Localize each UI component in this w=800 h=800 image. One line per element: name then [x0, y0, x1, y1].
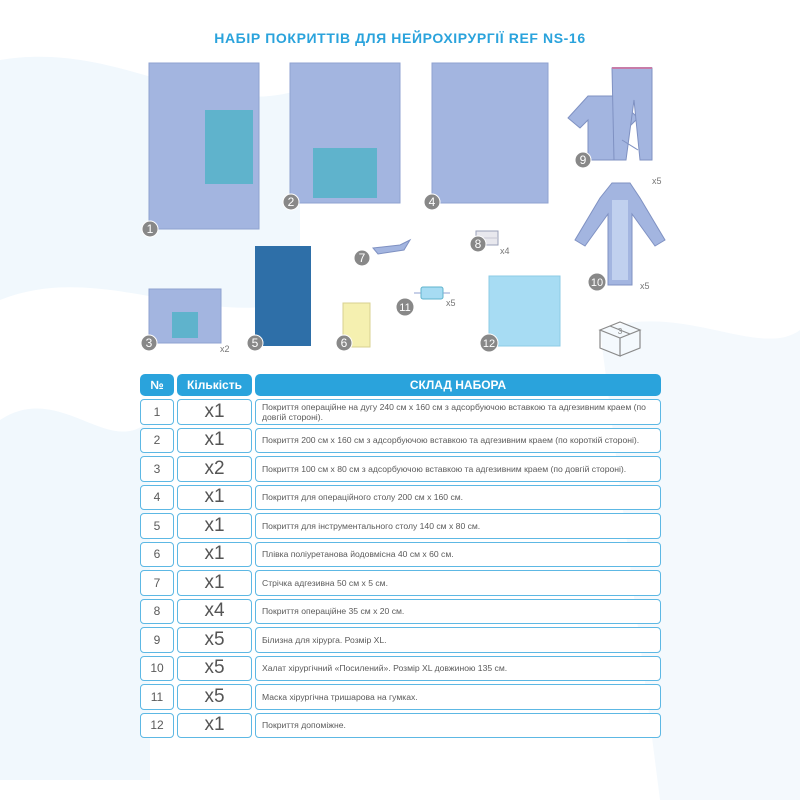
surgeon-underwear-item-9: [568, 68, 652, 160]
page-title: НАБІР ПОКРИТТІВ ДЛЯ НЕЙРОХІРУРГІЇ REF NS-16: [214, 30, 586, 46]
drape-item-2: [290, 63, 400, 203]
header-num: №: [140, 374, 174, 396]
row-number: 6: [140, 542, 174, 568]
table-row: [140, 485, 664, 511]
row-number: 7: [140, 570, 174, 596]
row-description: Покриття операційне 35 см х 20 см.: [255, 599, 661, 625]
table-row: [140, 627, 664, 653]
row-number: 5: [140, 513, 174, 539]
composition-table: [140, 374, 664, 741]
table-header: [140, 374, 664, 396]
row-quantity: x5: [177, 627, 252, 653]
row-number: 1: [140, 399, 174, 425]
adhesive-tape-item-7: [373, 240, 410, 254]
row-quantity: x2: [177, 456, 252, 482]
kit-illustration: [0, 0, 800, 370]
surgical-gown-item-10: [575, 183, 665, 285]
table-row: [140, 513, 664, 539]
row-quantity: x1: [177, 485, 252, 511]
row-number: 8: [140, 599, 174, 625]
svg-text:4: 4: [428, 195, 436, 209]
row-quantity: x5: [177, 684, 252, 710]
row-quantity: x4: [177, 599, 252, 625]
table-row: [140, 599, 664, 625]
drape-item-1: [149, 63, 259, 229]
row-quantity: x1: [177, 570, 252, 596]
svg-text:x5: x5: [640, 281, 650, 291]
svg-text:10: 10: [590, 277, 604, 289]
table-row: [140, 713, 664, 739]
table-row: [140, 570, 664, 596]
row-description: Стрічка адгезивна 50 см х 5 см.: [255, 570, 661, 596]
table-row: [140, 399, 664, 425]
row-number: 12: [140, 713, 174, 739]
row-number: 10: [140, 656, 174, 682]
row-description: Покриття операційне на дугу 240 см х 160 см з адсорбуючою вставкою та адгезивним краем (по довгій стороні).: [255, 399, 661, 425]
row-description: Маска хірургічна тришарова на гумках.: [255, 684, 661, 710]
svg-text:12: 12: [482, 338, 496, 350]
row-description: Покриття допоміжне.: [255, 713, 661, 739]
svg-text:1: 1: [146, 222, 154, 236]
svg-text:x4: x4: [500, 246, 510, 256]
table-row: [140, 542, 664, 568]
drape-item-4: [432, 63, 548, 203]
svg-text:3: 3: [617, 327, 623, 336]
row-quantity: x1: [177, 399, 252, 425]
header-desc: СКЛАД НАБОРА: [255, 374, 661, 396]
row-number: 9: [140, 627, 174, 653]
svg-text:8: 8: [474, 237, 482, 251]
svg-text:7: 7: [358, 251, 366, 265]
row-description: Покриття для операційного столу 200 см х 160 см.: [255, 485, 661, 511]
svg-text:11: 11: [399, 302, 411, 314]
svg-text:x5: x5: [446, 298, 456, 308]
row-number: 11: [140, 684, 174, 710]
row-number: 3: [140, 456, 174, 482]
svg-text:x2: x2: [220, 344, 230, 354]
auxiliary-cover-item-12: [489, 276, 560, 346]
drape-item-3: [149, 289, 221, 343]
row-description: Покриття для інструментального столу 140 см х 80 см.: [255, 513, 661, 539]
row-number: 4: [140, 485, 174, 511]
row-quantity: x1: [177, 713, 252, 739]
surgical-mask-item-11: [414, 287, 450, 299]
svg-text:2: 2: [287, 195, 295, 209]
row-description: Плівка поліуретанова йодовмісна 40 см х 60 см.: [255, 542, 661, 568]
row-quantity: x5: [177, 656, 252, 682]
table-row: [140, 684, 664, 710]
svg-text:6: 6: [340, 336, 348, 350]
row-quantity: x1: [177, 428, 252, 454]
row-description: Білизна для хірурга. Розмір XL.: [255, 627, 661, 653]
table-row: [140, 656, 664, 682]
svg-text:9: 9: [579, 153, 587, 167]
svg-text:3: 3: [145, 336, 153, 350]
row-number: 2: [140, 428, 174, 454]
row-description: Покриття 200 см х 160 см з адсорбуючою вставкою та адгезивним краем (по короткій стороні).: [255, 428, 661, 454]
header-qty: Кількість: [177, 374, 252, 396]
instrument-table-cover-item-5: [255, 246, 311, 346]
row-description: Халат хірургічний «Посилений». Розмір XL довжиною 135 см.: [255, 656, 661, 682]
row-description: Покриття 100 см х 80 см з адсорбуючою вставкою та адгезивним краем (по довгій стороні).: [255, 456, 661, 482]
svg-text:x5: x5: [652, 176, 662, 186]
row-quantity: x1: [177, 542, 252, 568]
svg-text:5: 5: [251, 336, 259, 350]
table-row: [140, 428, 664, 454]
table-row: [140, 456, 664, 482]
row-quantity: x1: [177, 513, 252, 539]
